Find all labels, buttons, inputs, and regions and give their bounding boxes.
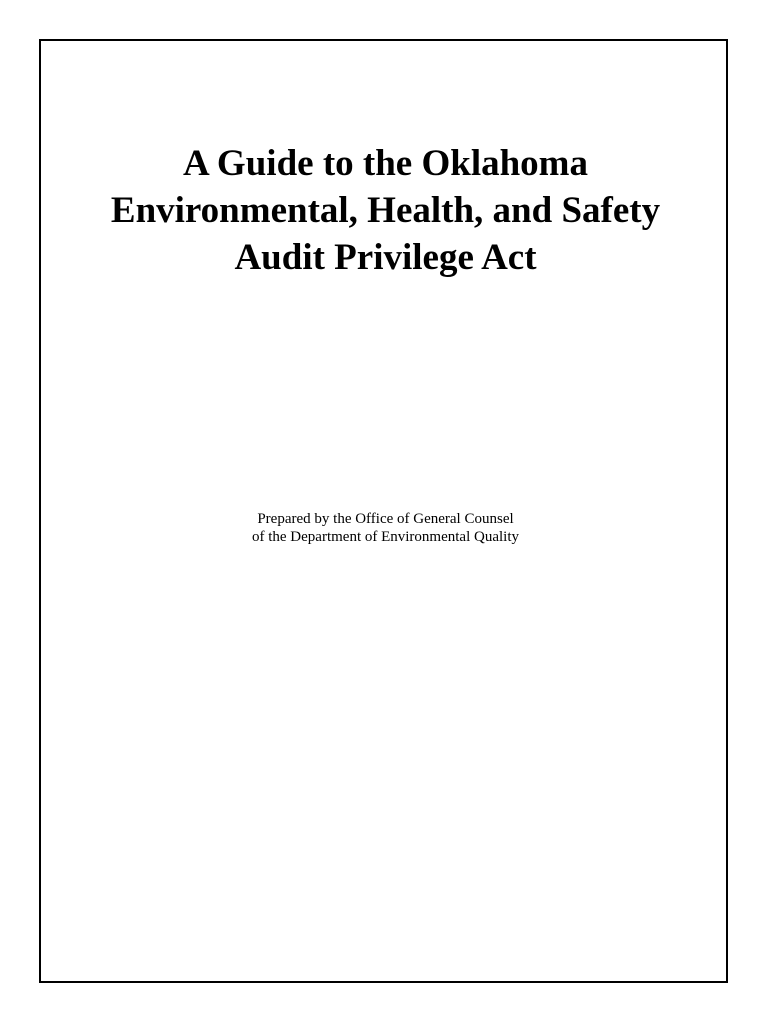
prepared-by-statement	[41, 510, 730, 546]
page-border	[39, 39, 728, 983]
prepared-by-line-1: Prepared by the Office of General Counsel	[257, 511, 514, 527]
prepared-by-line-2: of the Department of Environmental Quality	[251, 529, 519, 545]
title-line-2: Environmental, Health, and Safety	[110, 190, 661, 231]
document-title	[41, 140, 730, 281]
title-line-1: A Guide to the Oklahoma	[183, 143, 588, 184]
title-line-3: Audit Privilege Act	[234, 237, 537, 278]
